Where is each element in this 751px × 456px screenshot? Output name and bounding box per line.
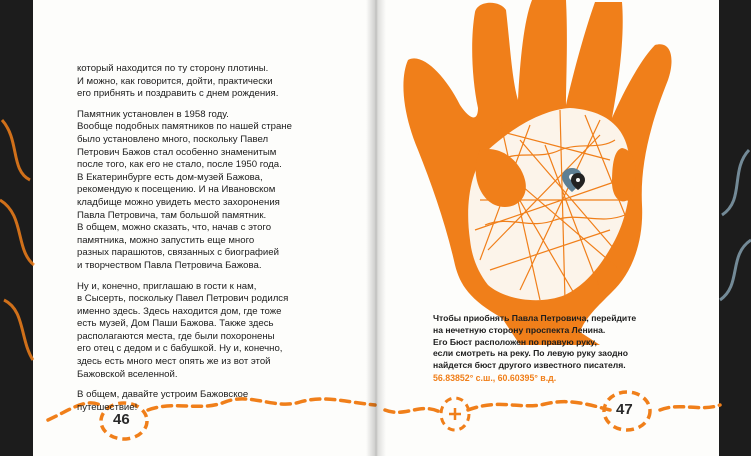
- paragraph: Памятник установлен в 1958 году. Вообще подобных памятников по нашей стране было установлено много, поскольку Павел Петрович Бажов стал особенно знаменитым после того, как его не стало, после 1950 года. В Екатеринбурге есть дом-музей Бажова, рекомендую к посещению. И на Ивановском кладбище можно увидеть место захоронения Павла Петровича, там большой памятник. В общем, можно сказать, что, начав с этого памятника, можно запустить еще много разных парашютов, связанных с биографией и творчеством Павла Петровича Бажова.: [77, 108, 292, 271]
- left-page-body: [77, 63, 327, 422]
- left-edge-pattern: [0, 120, 34, 360]
- plus-marker: [441, 398, 469, 430]
- page-number-right: 47: [616, 401, 633, 418]
- map-caption: Чтобы приобнять Павла Петровича, перейдите на нечетную сторону проспекта Ленина. Его Бюст расположен по правую руку, если смотреть на реку. По левую руку заодно найдется бюст другого известного писателя.: [433, 313, 637, 371]
- paragraph: Ну и, конечно, приглашаю в гости к нам, в Сысерть, поскольку Павел Петрович родился именно здесь. Здесь находится дом, где тоже есть музей, Дом Паши Бажова. Также здесь располагаются места, где были похоронены его отец с дедом и с бабушкой. Ну и, конечно, здесь есть много мест опять же из вот этой Бажовской вселенной.: [77, 280, 289, 380]
- right-edge-pattern: [720, 150, 751, 300]
- page-number-left: 46: [113, 411, 130, 428]
- paragraph: который находится по ту сторону плотины. И можно, как говорится, дойти, практически его прибнять и поздравить с днем рождения.: [77, 63, 279, 100]
- paragraph: В общем, давайте устроим Бажовское путешествие!: [77, 389, 249, 413]
- book-gutter: [366, 0, 386, 456]
- coordinates: 56.83852° с.ш., 60.60395° в.д.: [433, 373, 557, 383]
